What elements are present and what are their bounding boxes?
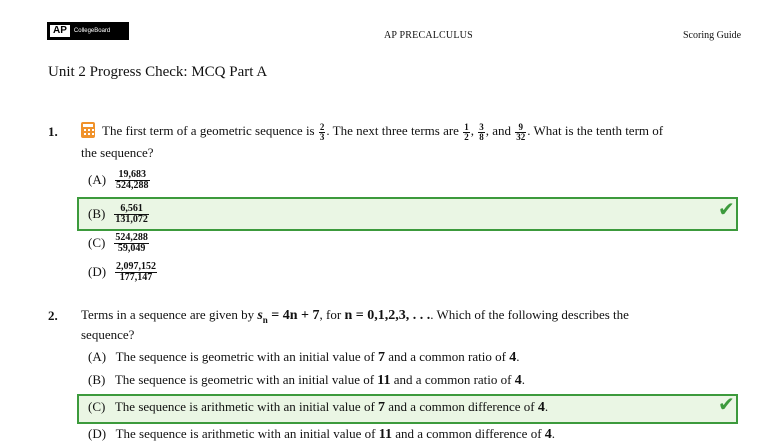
option-d-fraction: $\frac{2,097,152}{177,147}$ [116, 260, 157, 283]
calculator-icon [81, 122, 95, 138]
first-term-fraction: $\frac{2}{3}$ [319, 121, 325, 142]
q1-correct-check-icon: ✔ [718, 197, 735, 221]
question-2-stem: Terms in a sequence are given by $s_n = 4n + 7$, for n = 0,1,2,3, . . .. Which of the following describes the [81, 307, 629, 325]
page-title: Unit 2 Progress Check: MCQ Part A [48, 64, 268, 80]
question-2-stem-cont: sequence? [81, 327, 135, 342]
q1-correct-answer-highlight [77, 197, 738, 231]
question-2-number: 2. [48, 308, 58, 323]
ap-collegeboard-logo [47, 22, 129, 40]
q2-option-b[interactable]: (B) The sequence is geometric with an initial value of 11 and a common ratio of 4. [88, 372, 525, 388]
scoring-guide-label: Scoring Guide [683, 30, 742, 41]
question-1-number: 1. [48, 124, 58, 139]
q1-option-a[interactable]: (A) $\frac{19,683}{524,288}$ [88, 168, 149, 191]
domain-expression: n = 0,1,2,3, . . . [344, 308, 431, 323]
option-b-fraction: $\frac{6,561}{131,072}$ [115, 202, 148, 225]
term-3-fraction: $\frac{3}{8}$ [479, 121, 484, 142]
term-4-fraction: $\frac{9}{32}$ [516, 121, 526, 142]
q2-correct-check-icon: ✔ [718, 392, 735, 416]
option-a-fraction: $\frac{19,683}{524,288}$ [116, 168, 149, 191]
collegeboard-logo: CollegeBoard [73, 28, 111, 34]
option-c-fraction: $\frac{524,288}{59,049}$ [115, 231, 148, 254]
q1-option-d[interactable]: (D) $\frac{2,097,152}{177,147}$ [88, 260, 157, 283]
term-2-fraction: $\frac{1}{2}$ [464, 121, 469, 142]
q1-option-c[interactable]: (C) $\frac{524,288}{59,049}$ [88, 231, 148, 254]
q2-option-c[interactable]: (C) The sequence is arithmetic with an initial value of 7 and a common difference of 4. [88, 399, 549, 415]
ap-logo: AP [50, 25, 70, 37]
q2-option-d[interactable]: (D) The sequence is arithmetic with an initial value of 11 and a common difference of 4. [88, 426, 556, 442]
sequence-formula: $s_n = 4n + 7$ [257, 308, 320, 325]
subject-title: AP PRECALCULUS [384, 30, 473, 41]
question-1-stem: The first term of a geometric sequence is $\frac{2}{3}$ . The next three terms are $\frac{1}{2}$ , $\frac{3}{8}$ , and $\frac{9}{32}$ . What is the tenth term of [102, 121, 664, 142]
question-1-stem-cont: the sequence? [81, 145, 154, 160]
q1-option-b[interactable]: (B) $\frac{6,561}{131,072}$ [88, 202, 148, 225]
q2-option-a[interactable]: (A) The sequence is geometric with an initial value of 7 and a common ratio of 4. [88, 349, 520, 365]
